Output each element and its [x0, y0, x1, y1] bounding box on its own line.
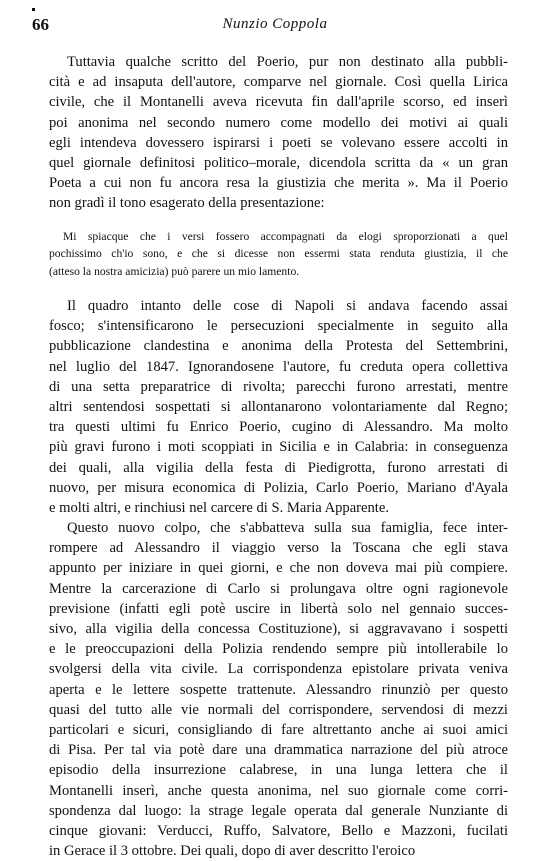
printer-mark	[32, 8, 35, 11]
text-line: nuovo, per misura economica di Polizia, Carlo Poerio, Mariano d'Ayala	[49, 479, 508, 496]
text-line: egli intendeva dovessero ispirarsi i poeti se volevano essere accolti in	[49, 134, 508, 151]
text-line: di Pisa. Per tal via potè dare una drammatica narrazione del più atroce	[49, 742, 508, 759]
text-line: nel luglio del 1847. Ignorandosene l'autore, fu creduta opera collettiva	[49, 358, 508, 375]
text-line: spondenza dal luogo: la strage legale operata dal generale Nunziante di	[49, 802, 508, 819]
text-line: Tuttavia qualche scritto del Poerio, pur non destinato alla pubbli-	[67, 54, 508, 70]
text-line: sivo, alla vigilia della concessa Costituzione), si aggravavano i sospetti	[49, 621, 508, 638]
text-line: civile, che il Montanelli aveva ricevuta fin dall'aprile scorso, ed inserì	[49, 94, 508, 111]
text-line: cinque giovani: Verducci, Ruffo, Salvatore, Bello e Mazzoni, fucilati	[49, 822, 508, 839]
text-line: (atteso la nostra amicizia) può parere un mio lamento.	[49, 264, 300, 278]
text-line: altri sentendosi sospettati si allontanarono volontariamente dal Regno;	[49, 398, 508, 415]
text-line: non gradì il tono esagerato della presentazione:	[49, 195, 325, 212]
text-line: e molti altri, e rinchiusi nel carcere di S. Maria Apparente.	[49, 499, 389, 516]
text-line: dei quali, alla vigilia della festa di Piedigrotta, furono arrestati di	[49, 459, 508, 476]
text-line: Montanelli inserì, anche questa anonima, nel suo giornale come corri-	[49, 782, 508, 799]
text-line: poi anonima nel secondo numero come modello dei motivi ai quali	[49, 114, 508, 131]
text-line: tra questi ultimi fu Enrico Poerio, cugino di Alessandro. Ma molto	[49, 419, 508, 436]
text-line: rompere ad Alessandro il viaggio verso la Toscana che egli stava	[49, 540, 508, 557]
text-line: svolgersi della vita civile. La corrispondenza epistolare privata veniva	[49, 661, 508, 678]
text-line: Poeta a cui non fu ancora resa la giustizia che merita ». Ma il Poerio	[49, 175, 508, 192]
text-line: Questo nuovo colpo, che s'abbatteva sulla sua famiglia, fece inter-	[67, 520, 508, 537]
text-line: più gravi furono i moti scoppiati in Sicilia e in Calabria: in conseguenza	[49, 439, 508, 456]
text-line: particolari e sicuri, consigliando di fare altrettanto anche ai suoi amici	[49, 721, 508, 738]
page-number: 66	[32, 15, 49, 34]
text-line: Il quadro intanto delle cose di Napoli si andava facendo assai	[67, 298, 508, 315]
text-line: di una setta preparatrice di rivolta; parecchi furono arrestati, mentre	[49, 378, 508, 395]
text-line: Mi spiacque che i versi fossero accompagnati da elogi sproporzionati a quel	[63, 229, 508, 243]
text-line: Mentre la carcerazione di Carlo si prolungava oltre ogni ragionevole	[49, 580, 508, 597]
text-line: quasi del tutto alle vie normali del corrispondere, servendosi di mezzi	[49, 701, 508, 718]
paragraph-1	[49, 52, 508, 214]
text-line: in Gerace il 3 ottobre. Dei quali, dopo di aver descritto l'eroico	[49, 843, 416, 860]
page-header	[30, 14, 520, 36]
paragraph-2	[49, 296, 508, 518]
block-quote	[49, 228, 508, 281]
text-line: pubblicazione clandestina e anonima della Protesta del Settembrini,	[49, 338, 508, 355]
running-title: Nunzio Coppola	[222, 16, 328, 32]
text-line: appunto per iniziare in quei giorni, e che non doveva mai più compiere.	[49, 560, 508, 577]
text-line: e le preoccupazioni della Polizia rendendo sempre più intollerabile lo	[49, 641, 508, 658]
page-body	[49, 52, 508, 861]
text-line: cità e ad insaputa dell'autore, comparve nel giornale. Così quella Lirica	[49, 74, 508, 91]
text-line: previsione (infatti egli potè uscire in libertà solo nel gennaio succes-	[49, 600, 508, 617]
text-line: fosco; s'intensificarono le persecuzioni specialmente in seguito alla	[49, 318, 508, 335]
text-line: pochissimo ch'io sono, e che si dicesse non essermi stata renduta giustizia, il che	[49, 247, 508, 261]
text-line: aperta e le lettere sospette trattenute. Alessandro rinunziò per questo	[49, 681, 508, 698]
text-line: quel giornale definitosi politico–morale, dicendola scritta da « un gran	[49, 154, 508, 171]
paragraph-3	[49, 518, 508, 861]
text-line: episodio della insurrezione calabrese, in una lunga lettera che il	[49, 762, 508, 779]
